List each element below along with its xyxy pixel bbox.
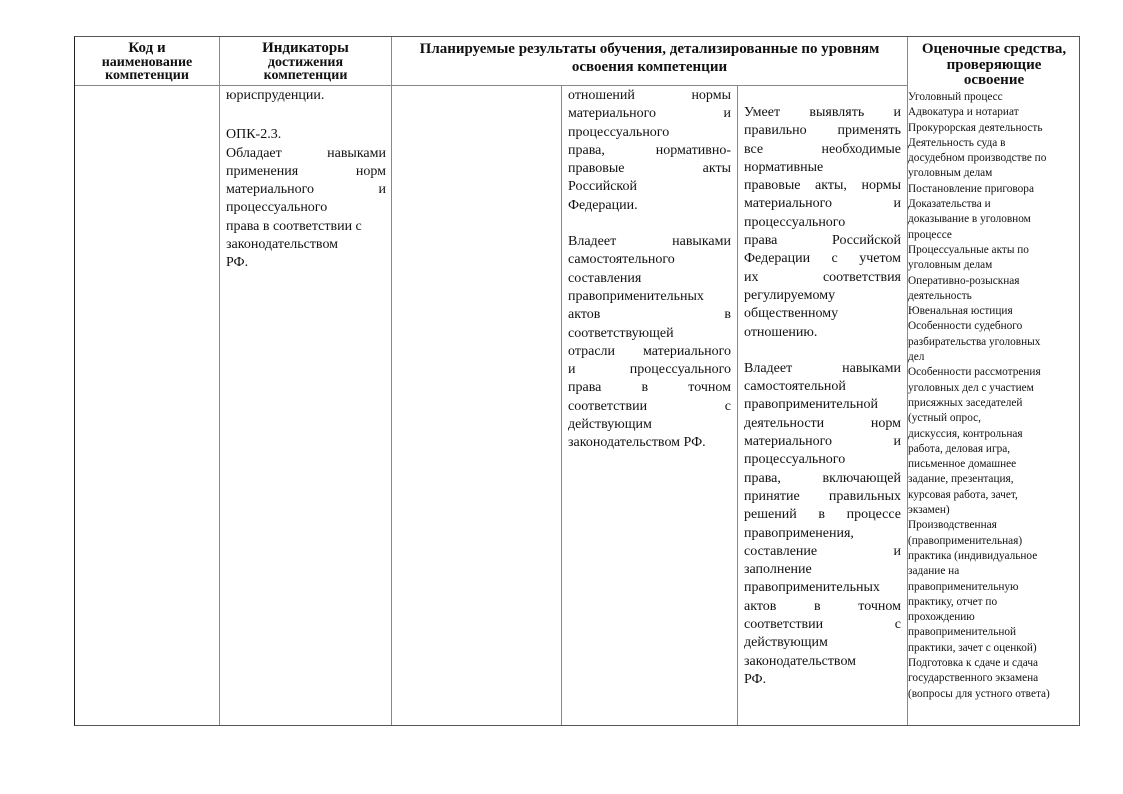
text-line: отношений нормы (568, 88, 731, 103)
text-line: экзамен) (908, 504, 950, 517)
text-line: Оперативно-розыскная (908, 274, 1020, 287)
header-line: достижения (267, 55, 344, 70)
header-line: Оценочные средства, (921, 41, 1067, 57)
text-line: процессе (908, 228, 952, 241)
text-line: применения норм (226, 163, 386, 179)
text-line: Производственная (908, 519, 997, 532)
text-line: дел (908, 351, 925, 364)
text-line: заполнение (744, 562, 812, 578)
indicators-cell (226, 87, 386, 273)
header-learning-outcomes (392, 40, 907, 76)
text-line: общественному (744, 306, 839, 322)
blank-line (226, 105, 386, 123)
text-line: составления (568, 270, 642, 286)
text-line: их соответствия (744, 269, 901, 285)
text-line: правоприменительных (568, 288, 704, 304)
text-line: права Российской (744, 233, 901, 249)
header-divider (75, 85, 907, 86)
text-line: (вопросы для устного ответа) (908, 687, 1050, 700)
header-line: компетенции (263, 68, 348, 83)
text-line: Прокурорская деятельность (908, 121, 1043, 134)
text-line: Владеет навыками (744, 360, 901, 376)
assessment-tools-cell (908, 90, 1080, 702)
header-assessment-tools (908, 40, 1080, 88)
text-line: правоприменительных (744, 580, 880, 596)
text-line: Особенности рассмотрения (908, 366, 1041, 379)
text-line: решений в процессе (744, 507, 901, 523)
text-line: РФ. (744, 671, 767, 687)
text-line: соответствии с (568, 398, 731, 414)
text-line: материального и (568, 106, 731, 122)
blank-line (744, 342, 901, 360)
text-line: и процессуального (568, 362, 731, 378)
outcomes-knowledge-cell (568, 87, 731, 453)
indicator-code: ОПК-2.3. (226, 127, 282, 143)
text-line: все необходимые (744, 141, 901, 157)
text-line: Владеет навыками (568, 234, 731, 250)
text-line: правовые акты (568, 161, 731, 177)
header-line: освоение (963, 72, 1025, 88)
text-line: материального и (744, 434, 901, 450)
text-line: правоприменительной (744, 397, 878, 413)
text-line: самостоятельной (744, 379, 846, 395)
text-line: Уголовный процесс (908, 91, 1003, 103)
text-line: процессуального (744, 452, 846, 468)
text-line: процессуального (226, 200, 328, 216)
competence-table (74, 36, 1080, 726)
text-line: досудебном производстве по (908, 152, 1047, 165)
text-line: материального и (744, 196, 901, 212)
text-line: Доказательства и (908, 198, 991, 211)
header-line: Индикаторы (262, 40, 349, 56)
text-line: письменное домашнее (908, 458, 1017, 471)
text-line: права в соответствии с (226, 218, 362, 234)
text-line: прохождению (908, 611, 975, 624)
text-line: права, включающей (744, 470, 901, 486)
text-line: присяжных заседателей (908, 396, 1023, 409)
text-line: Подготовка к сдаче и сдача (908, 656, 1039, 669)
header-line: Код и (128, 40, 166, 56)
text-line: государственного экзамена (908, 672, 1039, 685)
text-line: соответствующей (568, 325, 674, 341)
text-line: правоприменения, (744, 525, 854, 541)
text-line: правоприменительную (908, 580, 1019, 593)
text-line: Российской (568, 179, 637, 195)
text-line: процессуального (568, 124, 670, 140)
text-line: Постановление приговора (908, 182, 1034, 195)
text-line: актов в точном (744, 598, 901, 614)
text-line: практики, зачет с оценкой) (908, 641, 1037, 654)
header-competence-code (75, 40, 219, 82)
text-line: задание, презентация, (908, 473, 1014, 486)
text-line: законодательством (744, 653, 857, 669)
text-line: практику, отчет по (908, 595, 998, 608)
text-line: Ювенальная юстиция (908, 305, 1013, 318)
header-indicators (220, 40, 391, 82)
outcomes-skills-cell (744, 104, 901, 689)
text-line: процессуального (744, 214, 846, 230)
text-line: права в точном (568, 380, 731, 396)
text-line: задание на (908, 565, 960, 578)
text-line: самостоятельного (568, 252, 675, 268)
text-line: принятие правильных (744, 488, 901, 504)
text-line: законодательством РФ. (568, 435, 706, 451)
header-line: компетенции (105, 68, 189, 83)
column-divider (219, 37, 220, 725)
header-line: Планируемые результаты обучения, детализированные по уровням (419, 41, 880, 57)
text-line: деятельности норм (744, 415, 901, 431)
text-line: Процессуальные акты по (908, 243, 1029, 256)
text-line: Федерации. (568, 197, 638, 213)
text-line: (устный опрос, (908, 412, 981, 425)
text-line: деятельность (908, 289, 972, 302)
text-line: практика (индивидуальное (908, 549, 1038, 562)
text-line: курсовая работа, зачет, (908, 488, 1018, 501)
text-line: уголовных дел с участием (908, 381, 1034, 394)
text-line: правоприменительной (908, 626, 1017, 639)
text-line: законодательством (226, 237, 339, 253)
text-line: Обладает навыками (226, 145, 386, 161)
header-line: проверяющие (946, 57, 1042, 73)
text-line: юриспруденции. (226, 88, 325, 103)
column-divider (737, 85, 738, 725)
text-line: составление и (744, 543, 901, 559)
text-line: соответствии с (744, 617, 901, 633)
text-line: Особенности судебного (908, 320, 1023, 333)
text-line: правильно применять (744, 123, 901, 139)
text-line: нормативные (744, 159, 824, 175)
text-line: актов в (568, 307, 731, 323)
header-line: наименование (101, 55, 193, 70)
text-line: уголовным делам (908, 259, 993, 272)
text-line: Деятельность суда в (908, 136, 1006, 149)
text-line: действующим (568, 417, 652, 433)
text-line: отрасли материального (568, 343, 731, 359)
text-line: работа, деловая игра, (908, 442, 1011, 455)
text-line: РФ. (226, 255, 249, 271)
column-divider (391, 37, 392, 725)
text-line: Федерации с учетом (744, 251, 901, 267)
text-line: регулируемому (744, 287, 836, 303)
text-line: права, нормативно- (568, 142, 731, 158)
text-line: разбирательства уголовных (908, 335, 1041, 348)
text-line: уголовным делам (908, 167, 993, 180)
column-divider (561, 85, 562, 725)
header-line: освоения компетенции (571, 59, 728, 75)
blank-line (568, 215, 731, 233)
text-line: (правоприменительная) (908, 534, 1023, 547)
text-line: отношению. (744, 324, 818, 340)
text-line: материального и (226, 182, 386, 198)
text-line: доказывание в уголовном (908, 213, 1031, 226)
text-line: Умеет выявлять и (744, 105, 901, 120)
text-line: действующим (744, 635, 828, 651)
text-line: правовые акты, нормы (744, 178, 901, 194)
text-line: Адвокатура и нотариат (908, 106, 1019, 119)
text-line: дискуссия, контрольная (908, 427, 1023, 440)
